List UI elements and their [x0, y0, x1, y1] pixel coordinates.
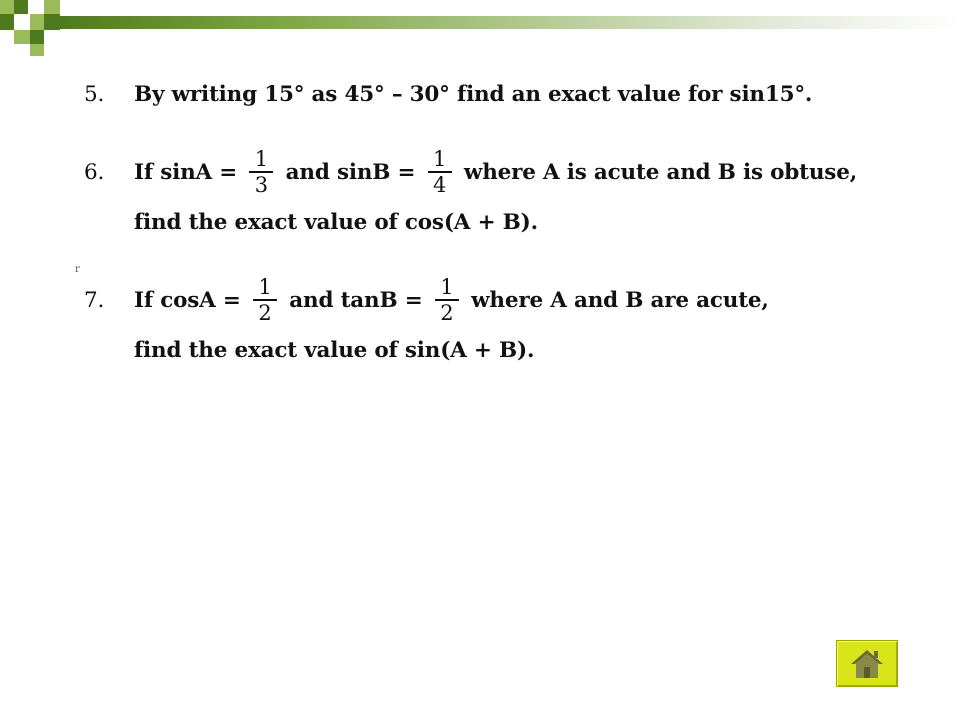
fraction [428, 148, 452, 196]
deco-square [14, 30, 30, 44]
problem-text: If sinA = [134, 159, 245, 185]
problem-text: and sinB = [278, 159, 423, 185]
fraction-numerator: 1 [433, 147, 447, 171]
problem-text: and tanB = [282, 287, 430, 313]
problem-number: 7. [84, 287, 105, 313]
stray-mark: r [75, 264, 80, 275]
fraction-denominator: 4 [433, 173, 447, 198]
problem-text: By writing 15° as 45° – 30° find an exact value for sin15°. [134, 82, 813, 107]
problem-6-line-2: find the exact value of cos(A + B). [134, 210, 538, 235]
deco-square [30, 30, 44, 44]
problem-number: 6. [84, 159, 105, 185]
fraction-numerator: 1 [254, 147, 268, 171]
deco-square [14, 14, 30, 30]
fraction [249, 148, 273, 196]
problem-text: where A and B are acute, [463, 287, 769, 313]
fraction-numerator: 1 [440, 275, 454, 299]
problem-number: 5. [84, 82, 105, 107]
fraction-denominator: 2 [258, 301, 272, 326]
home-button[interactable] [836, 640, 898, 687]
deco-square [44, 14, 60, 30]
problem-text: where A is acute and B is obtuse, [456, 159, 857, 185]
deco-square [30, 44, 44, 56]
fraction [253, 276, 277, 324]
fraction-numerator: 1 [258, 275, 272, 299]
home-icon [850, 648, 884, 680]
problem-5 [84, 82, 812, 107]
deco-square [14, 0, 28, 14]
problem-7-line-2: find the exact value of sin(A + B). [134, 338, 535, 363]
problem-text: If cosA = [134, 287, 248, 313]
deco-square [0, 0, 14, 14]
deco-square [0, 14, 14, 30]
header-gradient-bar [60, 16, 960, 29]
fraction [435, 276, 459, 324]
problem-6 [84, 148, 857, 196]
fraction-denominator: 3 [254, 173, 268, 198]
fraction-denominator: 2 [440, 301, 454, 326]
problem-7 [84, 276, 769, 324]
deco-square [30, 14, 44, 30]
